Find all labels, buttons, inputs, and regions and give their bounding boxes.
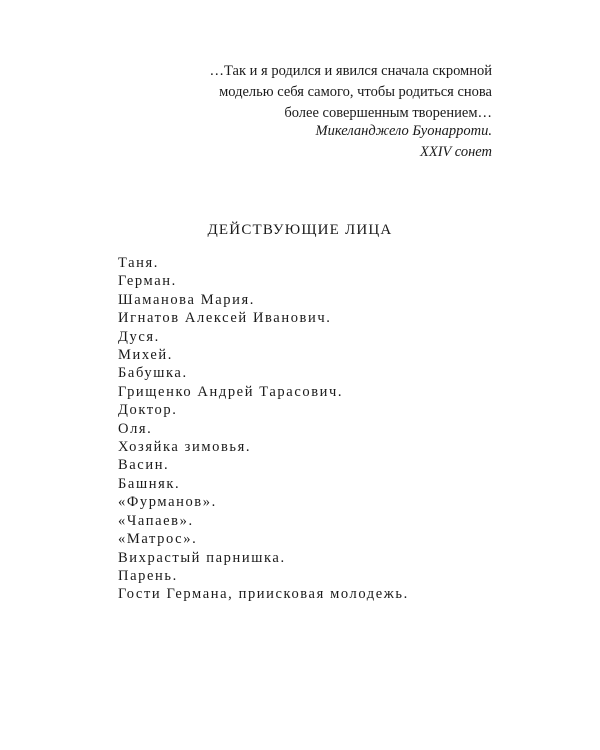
epigraph-line-1: …Так и я родился и явился сначала скромной <box>209 63 492 79</box>
cast-list-item: Грищенко Андрей Тарасович. <box>118 383 344 400</box>
cast-list-item: «Чапаев». <box>118 512 194 529</box>
epigraph-author: Микеланджело Буонарроти. <box>315 123 492 139</box>
cast-list-item: Дуся. <box>118 328 160 345</box>
cast-list-item: «Матрос». <box>118 531 198 548</box>
epigraph-line-2: моделью себя самого, чтобы родиться снова <box>219 84 492 100</box>
epigraph-attribution <box>220 121 492 163</box>
cast-list-item: Вихрастый парнишка. <box>118 549 286 566</box>
cast-list-item: Башняк. <box>118 475 181 492</box>
cast-list-item: Таня. <box>118 255 159 271</box>
cast-heading: ДЕЙСТВУЮЩИЕ ЛИЦА <box>207 222 393 238</box>
cast-list-item: Хозяйка зимовья. <box>118 439 252 456</box>
cast-list-item: Михей. <box>118 347 173 364</box>
cast-list-item: Доктор. <box>118 402 178 419</box>
cast-list-item: Парень. <box>118 567 178 584</box>
cast-list <box>118 254 409 604</box>
epigraph-line-3: более совершенным творением… <box>284 105 492 121</box>
epigraph-source: XXIV сонет <box>420 144 492 160</box>
cast-list-item: Васин. <box>118 457 170 474</box>
cast-list-item: Оля. <box>118 420 153 437</box>
cast-list-item: Гости Германа, приисковая молодежь. <box>118 586 409 603</box>
cast-list-item: Герман. <box>118 273 177 290</box>
cast-list-item: Бабушка. <box>118 365 188 382</box>
cast-list-item: «Фурманов». <box>118 494 217 511</box>
epigraph <box>150 61 492 124</box>
cast-list-item: Игнатов Алексей Иванович. <box>118 310 332 327</box>
cast-list-item: Шаманова Мария. <box>118 291 255 308</box>
